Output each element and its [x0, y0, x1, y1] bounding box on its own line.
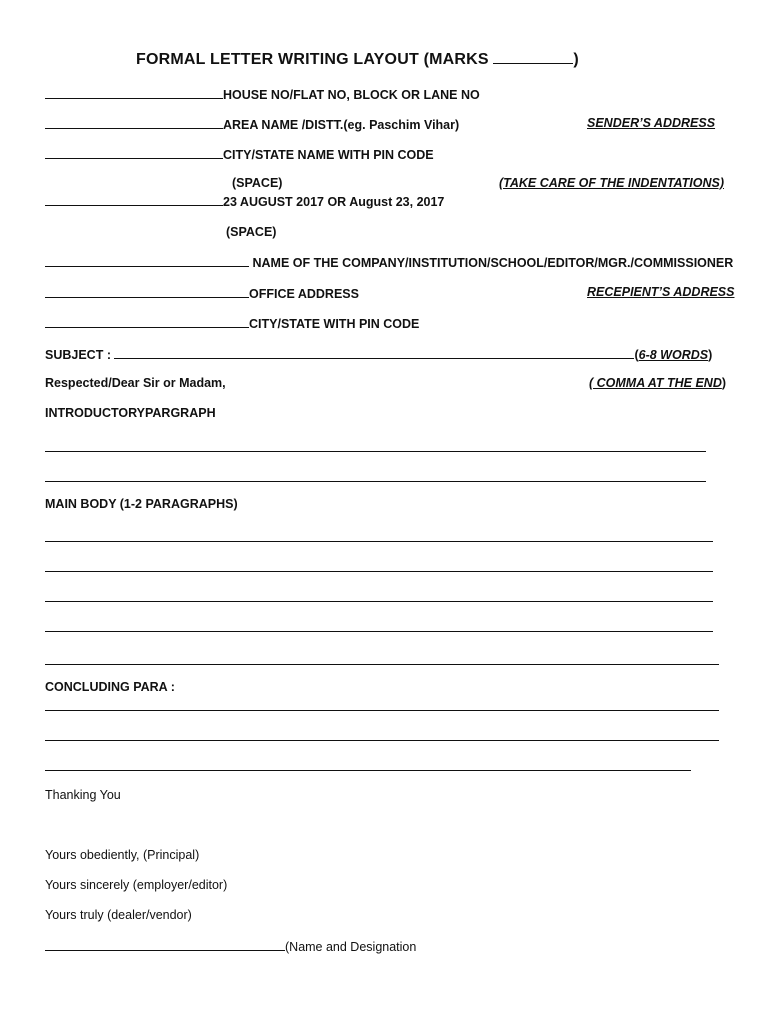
page-title	[136, 52, 579, 68]
title-text: FORMAL LETTER WRITING LAYOUT (MARKS	[136, 51, 489, 68]
closing-option-truly: Yours truly (dealer/vendor)	[45, 908, 192, 922]
closing-option-sincerely: Yours sincerely (employer/editor)	[45, 878, 228, 892]
sender-line-2	[45, 117, 459, 132]
sender-blank-3[interactable]	[45, 147, 223, 159]
sender-line-3-label: CITY/STATE NAME WITH PIN CODE	[223, 148, 434, 162]
conclusion-writing-line[interactable]	[45, 740, 719, 741]
title-close: )	[573, 51, 579, 68]
salutation-note-close: )	[721, 376, 727, 390]
sender-blank-1[interactable]	[45, 87, 223, 99]
indentation-note: (TAKE CARE OF THE INDENTATIONS)	[499, 176, 724, 190]
sender-blank-2[interactable]	[45, 117, 223, 129]
signature-blank[interactable]	[45, 939, 285, 951]
recipient-blank-2[interactable]	[45, 286, 249, 298]
recipient-blank-3[interactable]	[45, 316, 249, 328]
salutation-note-wrap	[589, 377, 726, 390]
recipient-blank-1[interactable]	[45, 255, 249, 267]
conclusion-writing-line[interactable]	[45, 770, 691, 771]
recipient-line-1	[45, 255, 733, 270]
sender-address-note: SENDER’S ADDRESS	[587, 116, 716, 130]
body-writing-line[interactable]	[45, 571, 713, 572]
body-writing-line[interactable]	[45, 541, 713, 542]
subject-note: 6-8 WORDS	[638, 348, 709, 362]
sender-line-3	[45, 147, 434, 162]
body-writing-line[interactable]	[45, 664, 719, 665]
marks-blank[interactable]	[493, 52, 573, 64]
date-line	[45, 194, 444, 209]
conclusion-writing-line[interactable]	[45, 710, 719, 711]
recipient-line-2	[45, 286, 359, 301]
body-heading: MAIN BODY (1-2 PARAGRAPHS)	[45, 497, 238, 511]
sender-line-1	[45, 87, 480, 102]
sender-line-1-label: HOUSE NO/FLAT NO, BLOCK OR LANE NO	[223, 88, 480, 102]
closing-option-obediently: Yours obediently, (Principal)	[45, 848, 200, 862]
subject-note-close: )	[708, 348, 713, 362]
date-blank[interactable]	[45, 194, 223, 206]
body-writing-line[interactable]	[45, 631, 713, 632]
recipient-line-3-label: CITY/STATE WITH PIN CODE	[249, 317, 420, 331]
space-marker-2: (SPACE)	[226, 225, 277, 239]
recipient-line-2-label: OFFICE ADDRESS	[249, 287, 359, 301]
intro-writing-line[interactable]	[45, 481, 706, 482]
subject-label: SUBJECT :	[45, 348, 111, 362]
intro-writing-line[interactable]	[45, 451, 706, 452]
salutation-note: ( COMMA AT THE END	[589, 376, 722, 390]
subject-blank[interactable]	[114, 347, 634, 359]
subject-line	[45, 347, 712, 362]
date-label: 23 AUGUST 2017 OR August 23, 2017	[223, 195, 445, 209]
body-writing-line[interactable]	[45, 601, 713, 602]
conclusion-heading: CONCLUDING PARA :	[45, 680, 175, 694]
subject-note-open: (	[634, 348, 639, 362]
sender-line-2-label: AREA NAME /DISTT.(eg. Paschim Vihar)	[223, 118, 460, 132]
recipient-line-3	[45, 316, 419, 331]
space-marker-1: (SPACE)	[232, 176, 283, 190]
signature-line	[45, 939, 416, 954]
recipient-address-note: RECEPIENT’S ADDRESS	[587, 285, 735, 299]
thanks-line: Thanking You	[45, 788, 121, 802]
recipient-line-1-label: NAME OF THE COMPANY/INSTITUTION/SCHOOL/EDITOR/MGR./COMMISSIONER	[252, 256, 734, 270]
signature-label: (Name and Designation	[285, 940, 417, 954]
intro-heading: INTRODUCTORYPARGRAPH	[45, 406, 216, 420]
salutation: Respected/Dear Sir or Madam,	[45, 376, 226, 390]
